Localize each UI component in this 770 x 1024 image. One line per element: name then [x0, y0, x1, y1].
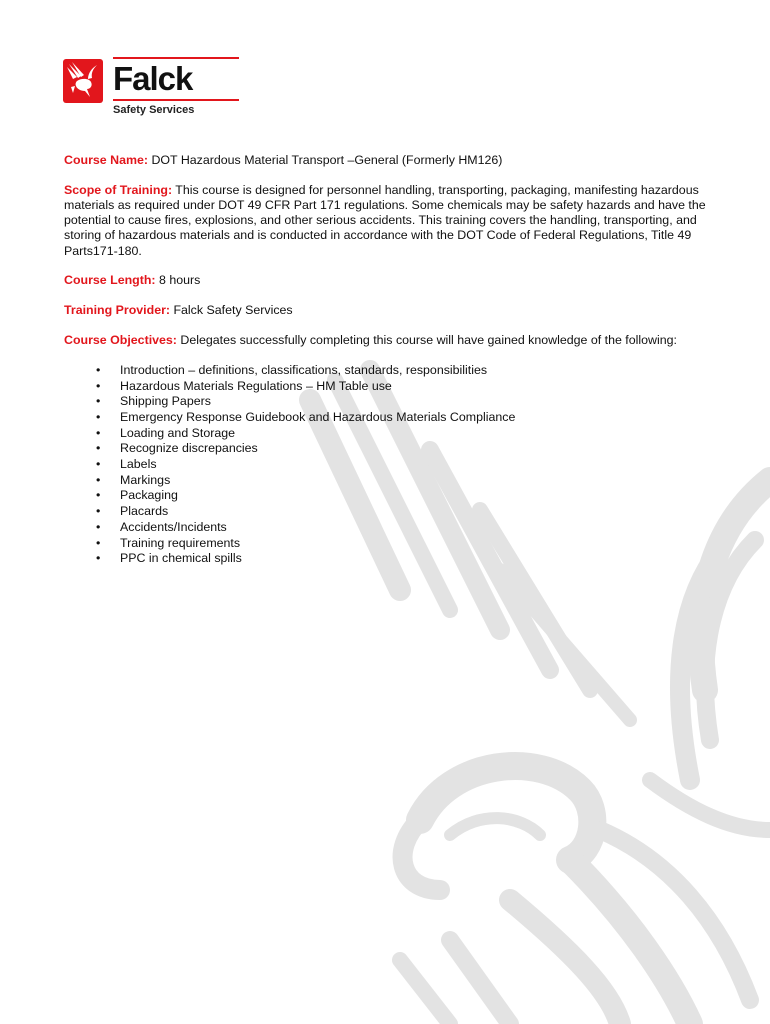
course-length-label: Course Length: [64, 273, 156, 288]
scope-label: Scope of Training: [64, 182, 173, 197]
eagle-icon [63, 59, 103, 103]
list-item: • Hazardous Materials Regulations – HM Table use [96, 379, 714, 395]
list-item: • Markings [96, 473, 714, 489]
course-objectives [64, 333, 714, 348]
course-name-value: DOT Hazardous Material Transport –General (Formerly HM126) [148, 153, 503, 167]
list-item: • Training requirements [96, 536, 714, 552]
list-item: • Packaging [96, 488, 714, 504]
course-name [64, 153, 714, 168]
scope-of-training [64, 183, 714, 259]
course-length [64, 273, 714, 288]
list-item: • Labels [96, 457, 714, 473]
course-length-value: 8 hours [155, 273, 201, 288]
training-provider [64, 303, 714, 318]
logo-wordmark: Falck [113, 60, 193, 97]
list-item: • Accidents/Incidents [96, 520, 714, 536]
falck-logo [63, 57, 203, 127]
course-name-label: Course Name: [64, 153, 149, 167]
logo-subtitle: Safety Services [113, 104, 195, 116]
scope-value: This course is designed for personnel handling, transporting, packaging, manifesting hazardous materials as required under DOT 49 CFR Part 171 regulations. Some chemicals may be safety hazards and have the potential to cause fires, explosions, and other serious accidents. This training covers the handling, transporting, and storing of hazardous materials and is conducted in accordance with the DOT Code of Federal Regulations, Title 49 Parts171-180. [64, 182, 706, 258]
list-item: • Emergency Response Guidebook and Hazardous Materials Compliance [96, 410, 714, 426]
list-item: • Introduction – definitions, classifications, standards, responsibilities [96, 363, 714, 379]
course-objectives-value: Delegates successfully completing this course will have gained knowledge of the following: [176, 332, 677, 347]
list-item: • Placards [96, 504, 714, 520]
objectives-list [64, 363, 714, 567]
course-content [64, 153, 714, 567]
list-item: • Loading and Storage [96, 426, 714, 442]
logo-rule-bottom [113, 99, 239, 101]
training-provider-value: Falck Safety Services [170, 302, 293, 317]
list-item: • Shipping Papers [96, 394, 714, 410]
course-objectives-label: Course Objectives: [64, 332, 177, 347]
logo-rule-top [113, 57, 239, 59]
list-item: • Recognize discrepancies [96, 441, 714, 457]
list-item: • PPC in chemical spills [96, 551, 714, 567]
training-provider-label: Training Provider: [64, 302, 171, 317]
